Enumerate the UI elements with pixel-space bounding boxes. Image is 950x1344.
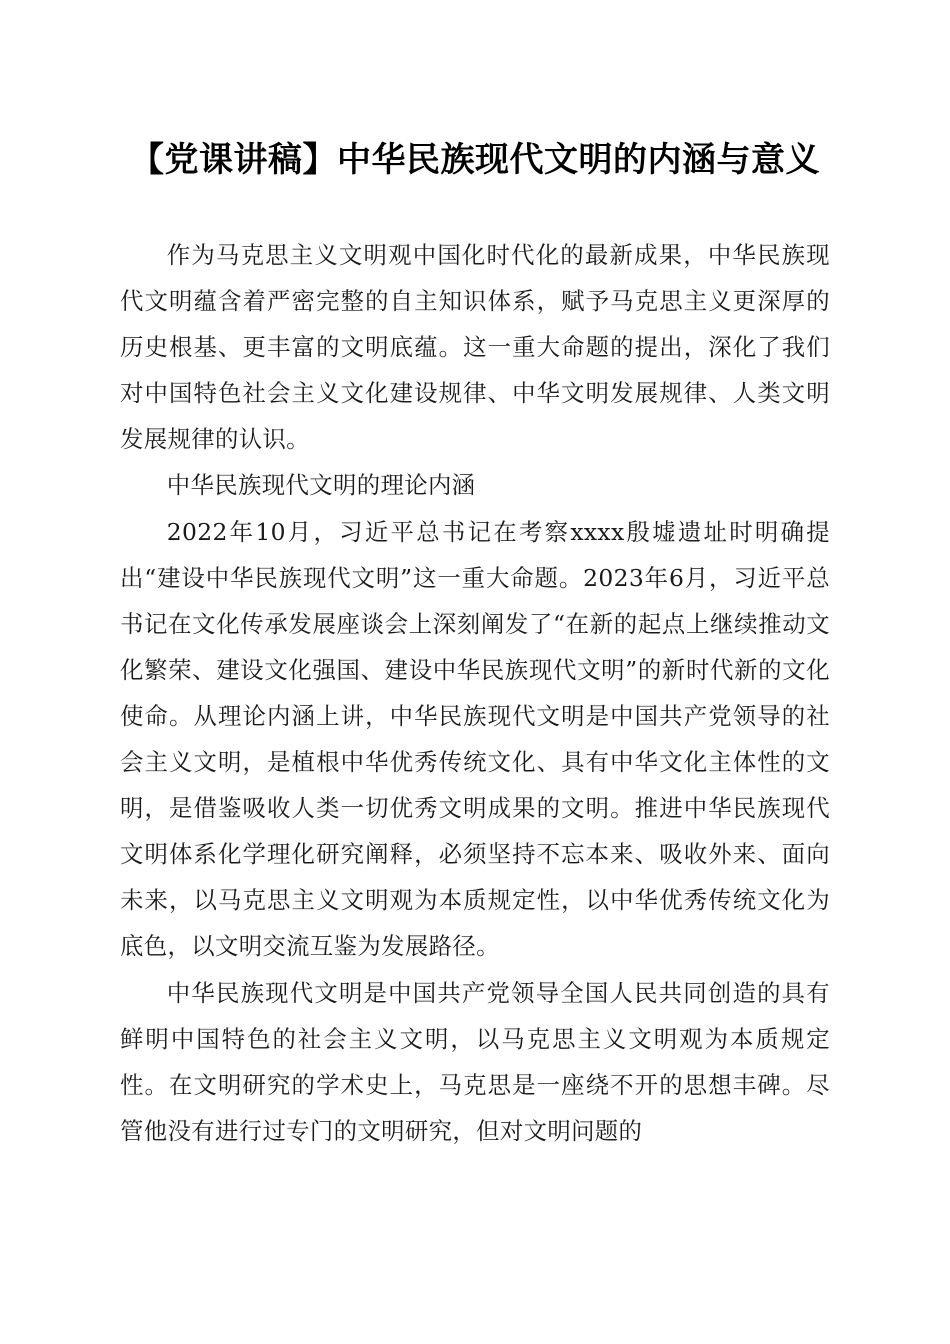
- section-heading-theoretical-connotation: 中华民族现代文明的理论内涵: [166, 471, 476, 500]
- paragraph-marxist-view: 中华民族现代文明是中国共产党领导全国人民共同创造的具有鲜明中国特色的社会主义文明，以马克思主义文明观为本质规定性。在文明研究的学术史上，马克思是一座绕不开的思想丰碑。尽管他没有进行过专门的文明研究，但对文明问题的: [120, 978, 830, 1145]
- document-body: [120, 232, 830, 1154]
- document-title: 【党课讲稿】中华民族现代文明的内涵与意义: [130, 140, 820, 180]
- paragraph-theoretical-connotation: 2022年10月，习近平总书记在考察xxxx殷墟遗址时明确提出“建设中华民族现代文明”这一重大命题。2023年6月，习近平总书记在文化传承发展座谈会上深刻阐发了“在新的起点上继续推动文化繁荣、建设文化强国、建设中华民族现代文明”的新时代新的文化使命。从理论内涵上讲，中华民族现代文明是中国共产党领导的社会主义文明，是植根中华优秀传统文化、具有中华文化主体性的文明，是借鉴吸收人类一切优秀文明成果的文明。推进中华民族现代文明体系化学理化研究阐释，必须坚持不忘本来、吸收外来、面向未来，以马克思主义文明观为本质规定性，以中华优秀传统文化为底色，以文明交流互鉴为发展路径。: [120, 517, 830, 961]
- paragraph-intro: 作为马克思主义文明观中国化时代化的最新成果，中华民族现代文明蕴含着严密完整的自主知识体系，赋予马克思主义更深厚的历史根基、更丰富的文明底蕴。这一重大命题的提出，深化了我们对中国特色社会主义文化建设规律、中华文明发展规律、人类文明发展规律的认识。: [120, 241, 830, 454]
